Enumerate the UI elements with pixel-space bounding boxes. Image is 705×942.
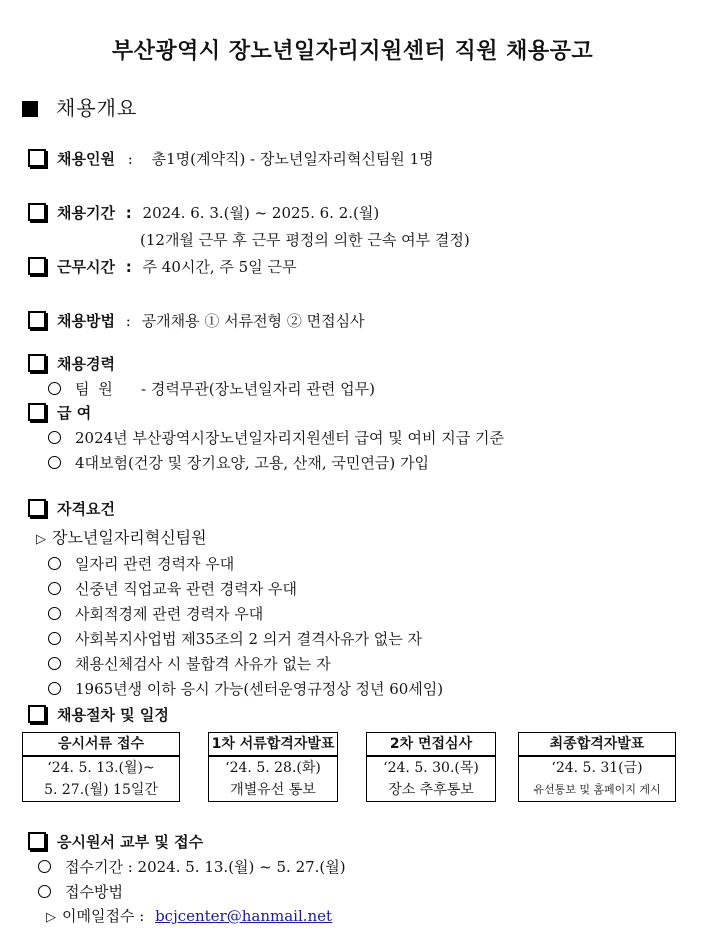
- salary-label: 급 여: [57, 404, 92, 422]
- checkbox-square-icon: [28, 203, 46, 221]
- schedule-heading: [28, 704, 169, 725]
- recruit-count-row: [28, 148, 434, 169]
- overview-heading: [22, 92, 137, 121]
- qualification-heading: [28, 498, 115, 519]
- career-label: 채용경력: [57, 355, 115, 373]
- qualification-item: [48, 653, 331, 674]
- schedule-step-line1: ‘24. 5. 30.(목): [366, 757, 496, 779]
- recruit-period-sep: :: [125, 204, 132, 222]
- circle-bullet-icon: [48, 557, 61, 570]
- schedule-step-line2: 장소 추후통보: [366, 779, 496, 802]
- triangle-bullet-icon: ▷: [46, 910, 56, 925]
- schedule-step-title: 2차 면접심사: [366, 732, 496, 757]
- application-label: 응시원서 교부 및 접수: [57, 833, 204, 851]
- recruit-method-value: 공개채용 ① 서류전형 ② 면접심사: [141, 312, 365, 330]
- schedule-table: [22, 732, 676, 802]
- recruit-period-row: [28, 202, 379, 223]
- qualification-item: [48, 553, 234, 574]
- qualification-item-text: 일자리 관련 경력자 우대: [75, 555, 235, 573]
- checkbox-square-icon: [28, 832, 46, 850]
- qualification-item: [48, 628, 422, 649]
- recruit-count-label: 채용인원: [57, 150, 115, 168]
- schedule-step-title: 1차 서류합격자발표: [208, 732, 338, 757]
- qualification-item: [48, 603, 263, 624]
- application-email-row: [46, 905, 332, 926]
- qualification-item-text: 신중년 직업교육 관련 경력자 우대: [75, 580, 297, 598]
- qualification-item: [48, 578, 297, 599]
- checkbox-square-icon: [28, 257, 46, 275]
- salary-item: [48, 427, 504, 448]
- schedule-step-line1: ‘24. 5. 28.(화): [208, 757, 338, 779]
- application-period: [38, 856, 346, 877]
- circle-bullet-icon: [48, 431, 61, 444]
- qualification-item-text: 사회적경제 관련 경력자 우대: [75, 605, 264, 623]
- checkbox-square-icon: [28, 403, 46, 421]
- work-hours-row: [28, 256, 296, 277]
- circle-bullet-icon: [48, 682, 61, 695]
- schedule-step-line1: ‘24. 5. 31(금): [518, 757, 676, 779]
- checkbox-square-icon: [28, 705, 46, 723]
- qualification-team-label: 장노년일자리혁신팀원: [52, 528, 207, 547]
- circle-bullet-icon: [48, 582, 61, 595]
- application-method-text: 접수방법: [65, 883, 123, 901]
- qualification-item-text: 1965년생 이하 응시 가능(센터운영규정상 정년 60세임): [75, 680, 444, 698]
- recruit-method-row: [28, 310, 365, 331]
- schedule-step-line1: ‘24. 5. 13.(월)~: [22, 757, 180, 779]
- checkbox-square-icon: [28, 311, 46, 329]
- checkbox-square-icon: [28, 499, 46, 517]
- circle-bullet-icon: [48, 382, 61, 395]
- qualification-item: [48, 678, 443, 699]
- circle-bullet-icon: [38, 860, 51, 873]
- circle-bullet-icon: [48, 632, 61, 645]
- qualification-item-text: 사회복지사업법 제35조의 2 의거 결격사유가 없는 자: [75, 630, 423, 648]
- application-heading: [28, 831, 203, 852]
- application-period-text: 접수기간 : 2024. 5. 13.(월) ~ 5. 27.(월): [65, 858, 346, 876]
- recruit-method-sep: :: [125, 312, 131, 330]
- recruit-period-note: (12개월 근무 후 근무 평정의 의한 근속 여부 결정): [140, 231, 470, 249]
- qualification-item-text: 채용신체검사 시 불합격 사유가 없는 자: [75, 655, 331, 673]
- schedule-label: 채용절차 및 일정: [57, 706, 169, 724]
- circle-bullet-icon: [48, 657, 61, 670]
- email-label: 이메일접수 :: [62, 907, 145, 925]
- circle-bullet-icon: [48, 456, 61, 469]
- qualification-label: 자격요건: [57, 500, 115, 518]
- career-item-name: 팀 원: [75, 380, 115, 398]
- schedule-step-title: 최종합격자발표: [518, 732, 676, 757]
- salary-item-text: 2024년 부산광역시장노년일자리지원센터 급여 및 여비 지급 기준: [75, 429, 505, 447]
- overview-heading-label: 채용개요: [56, 96, 138, 120]
- recruit-period-value: 2024. 6. 3.(월) ~ 2025. 6. 2.(월): [142, 204, 380, 222]
- checkbox-square-icon: [28, 149, 46, 167]
- work-hours-sep: :: [125, 258, 132, 276]
- page-title: 부산광역시 장노년일자리지원센터 직원 채용공고: [111, 39, 594, 64]
- recruit-count-sep: :: [127, 150, 133, 168]
- triangle-bullet-icon: ▷: [36, 532, 46, 547]
- career-item-value: - 경력무관(장노년일자리 관련 업무): [141, 380, 375, 398]
- work-hours-value: 주 40시간, 주 5일 근무: [142, 258, 297, 276]
- circle-bullet-icon: [38, 885, 51, 898]
- career-heading: [28, 353, 115, 374]
- application-method: [38, 881, 123, 902]
- qualification-team: [36, 525, 207, 548]
- career-item: [48, 378, 375, 399]
- filled-square-icon: [22, 101, 38, 117]
- recruit-count-value: 총1명(계약직) - 장노년일자리혁신팀원 1명: [151, 150, 434, 168]
- checkbox-square-icon: [28, 354, 46, 372]
- schedule-step-line2: 유선통보 및 홈페이지 게시: [518, 779, 676, 802]
- salary-heading: [28, 402, 91, 423]
- recruit-method-label: 채용방법: [57, 312, 115, 330]
- work-hours-label: 근무시간: [57, 258, 115, 276]
- schedule-step-line2: 5. 27.(월) 15일간: [22, 779, 180, 802]
- recruit-period-label: 채용기간: [57, 204, 115, 222]
- circle-bullet-icon: [48, 607, 61, 620]
- salary-item-text: 4대보험(건강 및 장기요양, 고용, 산재, 국민연금) 가입: [75, 454, 429, 472]
- email-link[interactable]: bcjcenter@hanmail.net: [155, 907, 333, 925]
- schedule-step-title: 응시서류 접수: [22, 732, 180, 757]
- salary-item: [48, 452, 429, 473]
- schedule-step-line2: 개별유선 통보: [208, 779, 338, 802]
